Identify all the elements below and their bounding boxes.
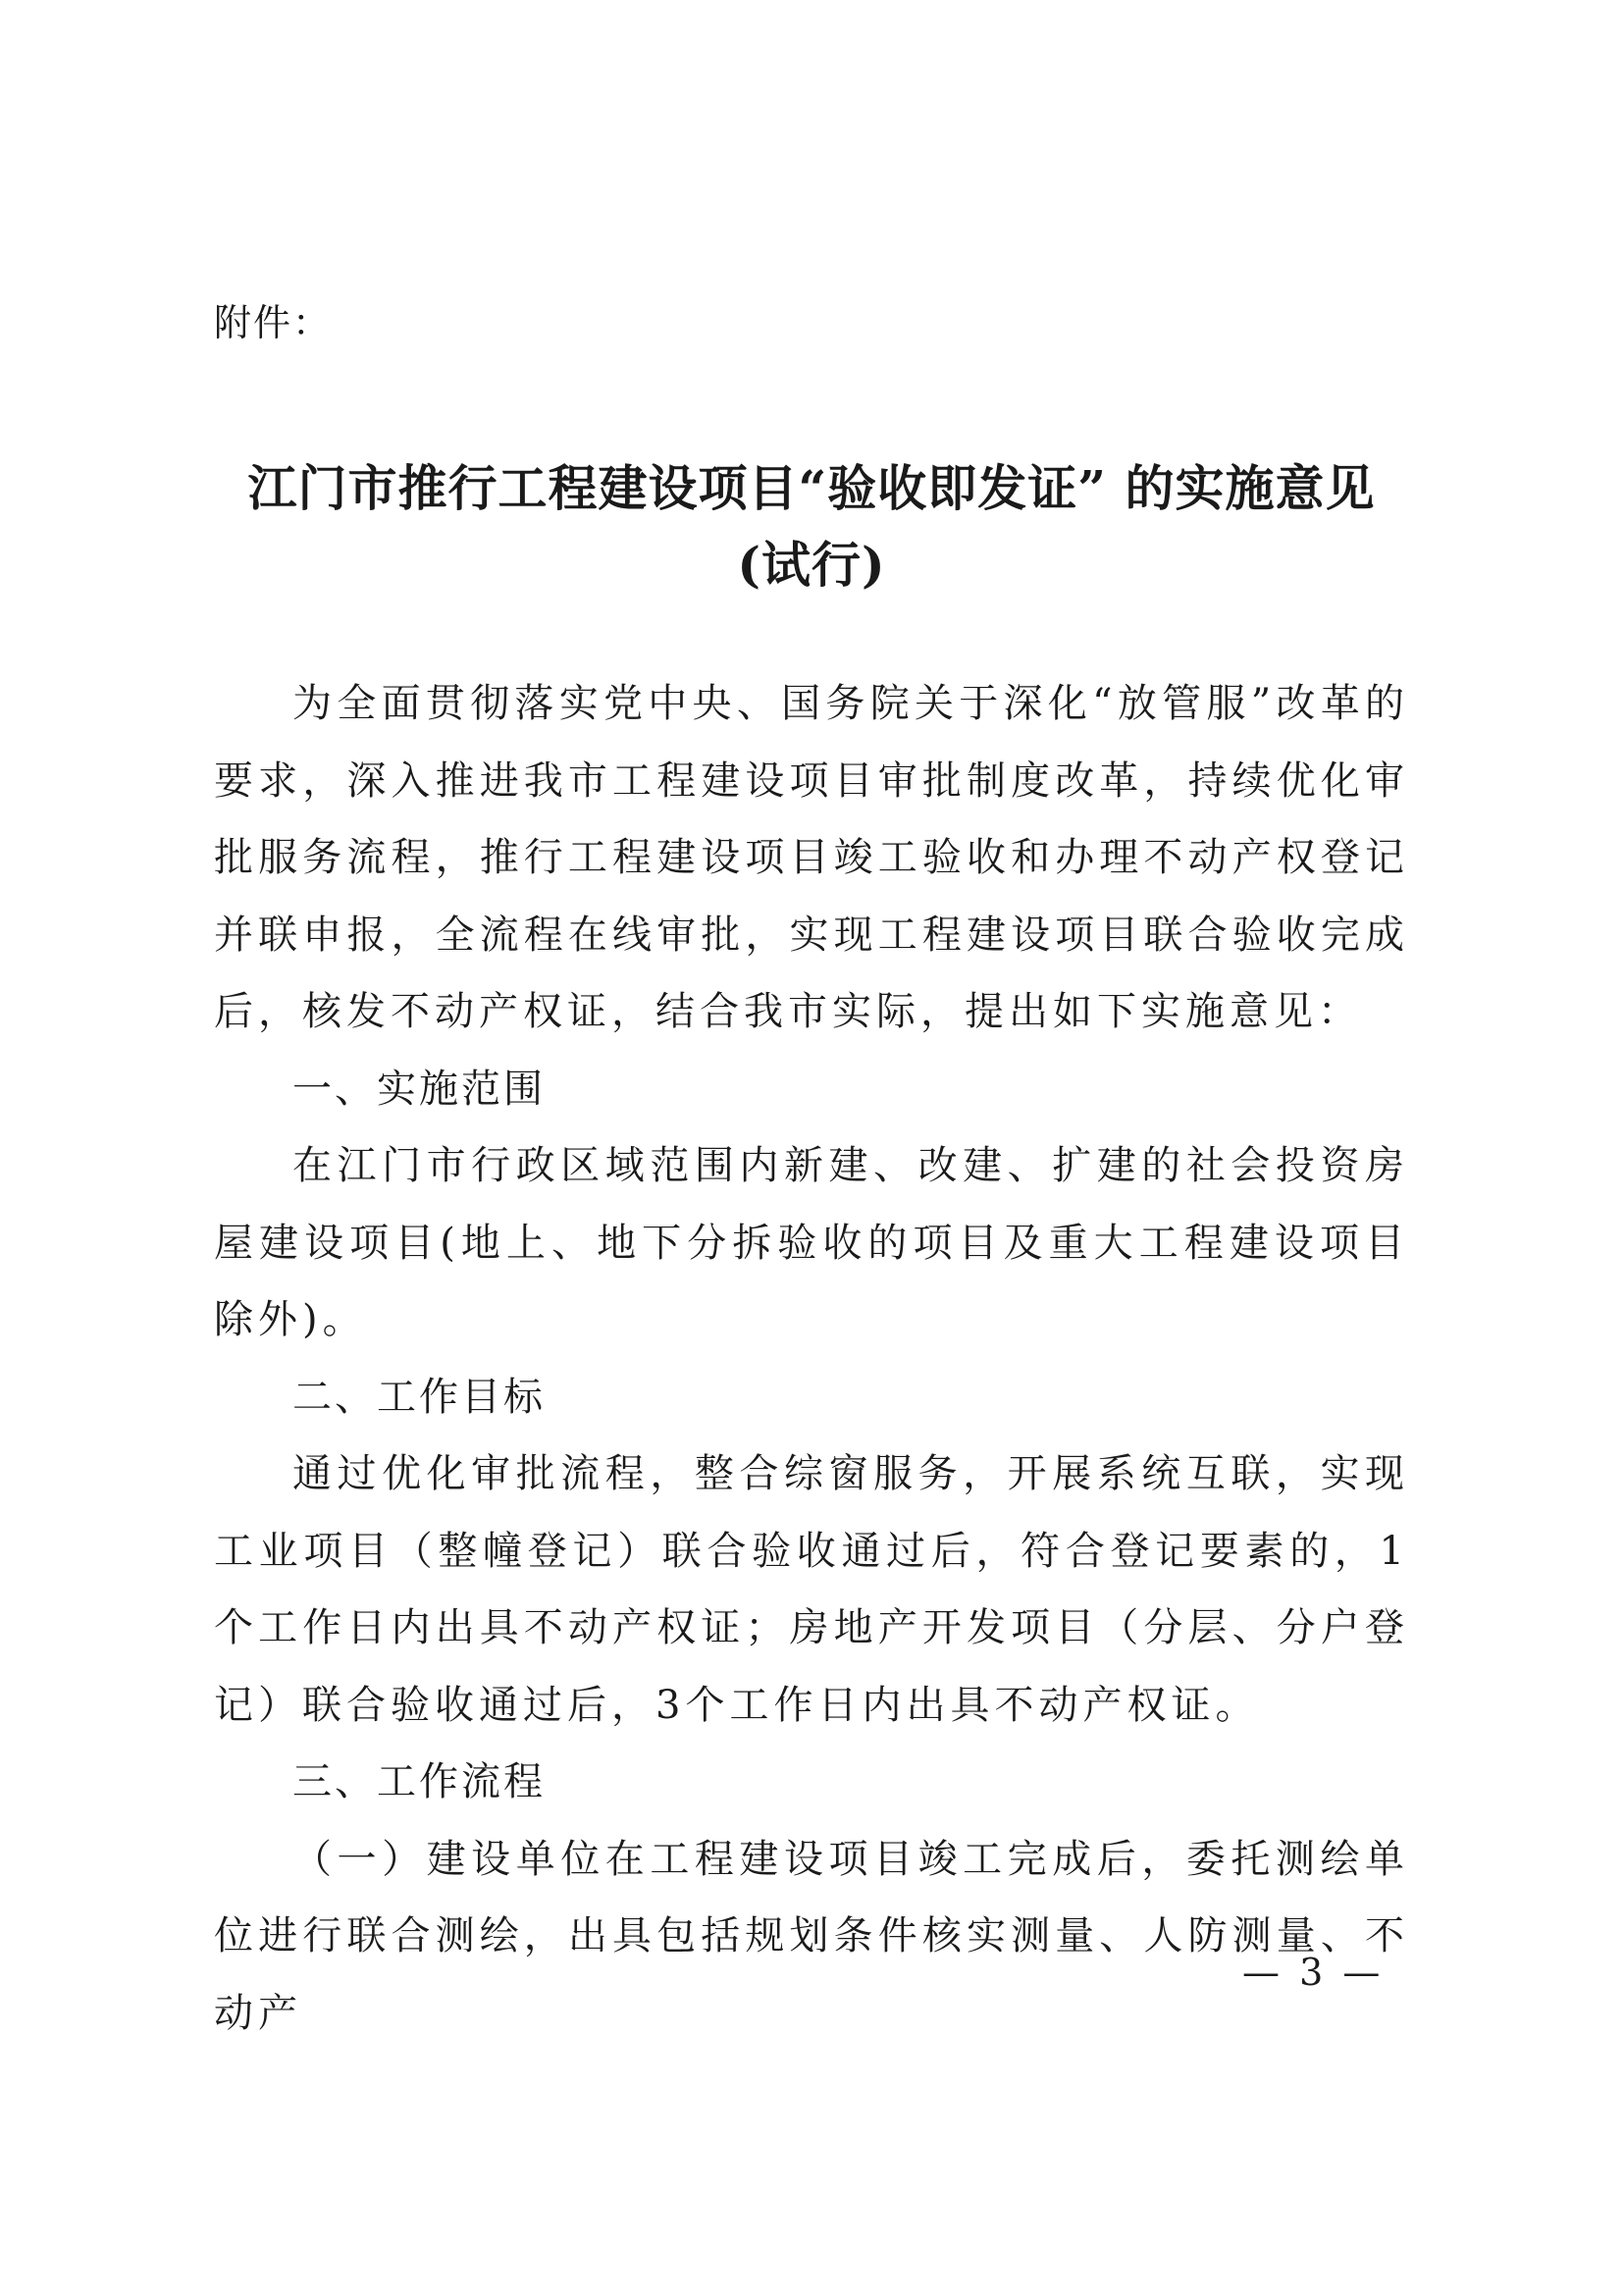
section-heading-goals: 二、工作目标: [292, 1374, 546, 1420]
attachment-label: 附件：: [214, 301, 333, 344]
document-title: 江门市推行工程建设项目“验收即发证” 的实施意见: [247, 459, 1376, 517]
page-number: — 3 —: [1242, 1951, 1385, 1994]
section-text-workflow: （一）建设单位在工程建设项目竣工完成后，委托测绘单位进行联合测绘，出具包括规划条件核实测量、人防测量、不动产: [214, 1836, 1409, 2036]
document-body: [214, 665, 1409, 2052]
intro-paragraph: 为全面贯彻落实党中央、国务院关于深化“放管服”改革的要求，深入推进我市工程建设项目审批制度改革，持续优化审批服务流程，推行工程建设项目竣工验收和办理不动产权登记并联申报，全流程在线审批，实现工程建设项目联合验收完成后，核发不动产权证，结合我市实际，提出如下实施意见：: [214, 681, 1409, 1034]
section-text-scope: 在江门市行政区域范围内新建、改建、扩建的社会投资房屋建设项目(地上、地下分拆验收的项目及重大工程建设项目除外)。: [214, 1143, 1409, 1342]
section-text-goals: 通过优化审批流程，整合综窗服务，开展系统互联，实现工业项目（整幢登记）联合验收通过后，符合登记要素的，1个工作日内出具不动产权证；房地产开发项目（分层、分户登记）联合验收通过后，3个工作日内出具不动产权证。: [214, 1451, 1409, 1728]
section-heading-workflow: 三、工作流程: [292, 1759, 546, 1804]
document-subtitle: (试行): [737, 536, 886, 594]
section-heading-scope: 一、实施范围: [292, 1066, 546, 1112]
